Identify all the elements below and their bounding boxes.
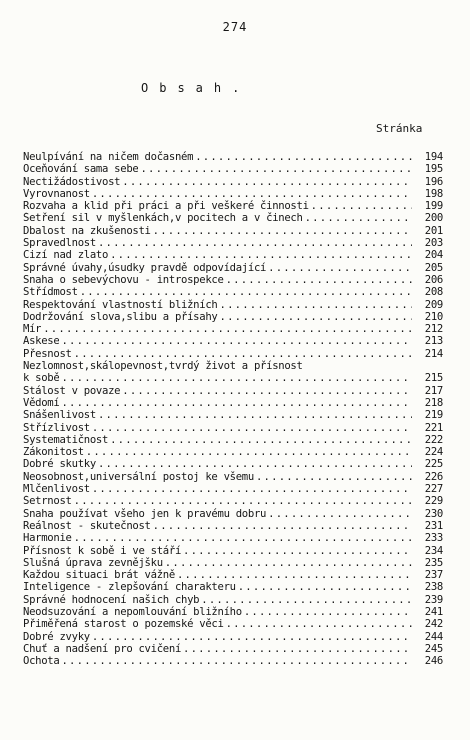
- toc-entry-label: Rozvaha a klid při práci a při veškeré činnosti: [23, 200, 309, 213]
- toc-entry-label: Šetrnost: [23, 495, 72, 508]
- toc-entry-page: 204: [424, 249, 443, 262]
- toc-entry-label: Cizí nad zlato: [23, 249, 109, 262]
- dot-leader: [122, 176, 412, 188]
- dot-leader: [226, 618, 412, 630]
- toc-entry-page: 219: [424, 409, 443, 422]
- toc-entry-page: 231: [424, 519, 443, 532]
- dot-leader: [43, 323, 412, 335]
- dot-leader: [92, 422, 412, 434]
- toc-entry-page: 229: [424, 495, 443, 508]
- toc-entry-page: 205: [424, 261, 443, 274]
- toc-entry-page: 201: [424, 224, 443, 237]
- toc-entry-page: 206: [424, 273, 443, 286]
- toc-entry-page: 233: [424, 532, 443, 545]
- page-column-header: Stránka: [376, 122, 423, 135]
- toc-entry-label: Správné hodnocení našich chyb: [23, 593, 200, 606]
- toc-entry-label: Neosobnost,universální postoj ke všemu: [23, 470, 254, 483]
- dot-leader: [165, 557, 412, 569]
- toc-entry: [23, 212, 443, 224]
- toc-entry-page: 199: [424, 200, 443, 213]
- toc-entry-label: Ochota: [23, 655, 60, 668]
- toc-entry: [23, 311, 443, 323]
- toc-entry-page: 225: [424, 458, 443, 471]
- toc-entry-label: Spravedlnost: [23, 237, 96, 250]
- dot-leader: [220, 311, 413, 323]
- dot-leader: [183, 545, 412, 557]
- toc-entry-label: Mír: [23, 323, 42, 336]
- toc-entry-label: Inteligence - zlepšování charakteru: [23, 581, 236, 594]
- toc-entry-page: 221: [424, 421, 443, 434]
- dot-leader: [74, 532, 412, 544]
- toc-entry: [23, 471, 443, 483]
- dot-leader: [268, 262, 412, 274]
- dot-leader: [244, 606, 412, 618]
- toc-entry-page: 246: [424, 655, 443, 668]
- toc-entry: [23, 274, 443, 286]
- dot-leader: [110, 434, 412, 446]
- page-title: Obsah.: [141, 81, 251, 95]
- toc-entry-label: Správné úvahy,úsudky pravdě odpovídající: [23, 261, 267, 274]
- toc-entry-label: k sobě: [23, 372, 60, 385]
- table-of-contents: [23, 151, 443, 667]
- dot-leader: [122, 385, 412, 397]
- toc-entry-page: 226: [424, 470, 443, 483]
- toc-entry-label: Snášenlivost: [23, 409, 96, 422]
- toc-entry: [23, 360, 443, 385]
- toc-entry: [23, 581, 443, 593]
- toc-entry-page: 241: [424, 605, 443, 618]
- dot-leader: [183, 643, 412, 655]
- toc-entry-label: Přesnost: [23, 347, 72, 360]
- toc-entry: [23, 594, 443, 606]
- toc-entry: [23, 495, 443, 507]
- toc-entry: [23, 557, 443, 569]
- toc-entry-label: Chuť a nadšení pro cvičení: [23, 642, 182, 655]
- dot-leader: [98, 237, 412, 249]
- toc-entry-page: 203: [424, 237, 443, 250]
- toc-entry: [23, 508, 443, 520]
- toc-entry: [23, 200, 443, 212]
- toc-entry-page: 238: [424, 581, 443, 594]
- toc-entry-page: 235: [424, 556, 443, 569]
- toc-entry-page: 230: [424, 507, 443, 520]
- dot-leader: [177, 569, 412, 581]
- toc-entry: [23, 323, 443, 335]
- toc-entry-label: Snaha používat všeho jen k pravému dobru: [23, 507, 267, 520]
- toc-entry-page: 242: [424, 618, 443, 631]
- dot-leader: [226, 274, 412, 286]
- dot-leader: [98, 458, 412, 470]
- toc-entry: [23, 618, 443, 630]
- toc-entry-page: 214: [424, 347, 443, 360]
- toc-entry-label: Nezlomnost,skálopevnost,tvrdý život a přísnost: [23, 360, 303, 373]
- toc-entry: [23, 483, 443, 495]
- toc-entry-page: 200: [424, 212, 443, 225]
- toc-entry-label: Harmonie: [23, 532, 72, 545]
- toc-entry: [23, 606, 443, 618]
- dot-leader: [80, 286, 412, 298]
- dot-leader: [305, 212, 412, 224]
- toc-entry: [23, 385, 443, 397]
- dot-leader: [268, 508, 412, 520]
- toc-entry-page: 227: [424, 483, 443, 496]
- dot-leader: [98, 409, 412, 421]
- toc-entry: [23, 335, 443, 347]
- toc-entry: [23, 163, 443, 175]
- toc-entry-label: Přiměřená starost o pozemské věci: [23, 618, 224, 631]
- toc-entry: [23, 299, 443, 311]
- toc-entry-label: Šetření sil v myšlenkách,v pocitech a v činech: [23, 212, 303, 225]
- toc-entry-label: Přísnost k sobě i ve stáří: [23, 544, 182, 557]
- dot-leader: [311, 200, 412, 212]
- toc-entry-label: Vyrovnanost: [23, 187, 90, 200]
- toc-entry-label: Dobré zvyky: [23, 630, 90, 643]
- toc-entry: [23, 286, 443, 298]
- toc-entry-label: Střízlivost: [23, 421, 90, 434]
- toc-entry-label: Reálnost - skutečnost: [23, 519, 151, 532]
- dot-leader: [195, 151, 412, 163]
- toc-entry: [23, 458, 443, 470]
- toc-entry: [23, 249, 443, 261]
- toc-entry-label: Slušná úprava zevnějšku: [23, 556, 163, 569]
- toc-entry-label: Respektování vlastností bližních: [23, 298, 218, 311]
- toc-entry-page: 218: [424, 396, 443, 409]
- toc-entry-page: 213: [424, 335, 443, 348]
- toc-entry-label: Oceňování sama sebe: [23, 163, 139, 176]
- toc-entry: [23, 520, 443, 532]
- page-number: 274: [222, 20, 248, 34]
- dot-leader: [153, 225, 412, 237]
- toc-entry-label: Nectižádostivost: [23, 175, 121, 188]
- toc-entry-page: 215: [424, 372, 443, 385]
- dot-leader: [153, 520, 412, 532]
- toc-entry: [23, 237, 443, 249]
- toc-entry: [23, 434, 443, 446]
- toc-entry: [23, 643, 443, 655]
- toc-entry: [23, 151, 443, 163]
- toc-entry-label: Askese: [23, 335, 60, 348]
- dot-leader: [238, 581, 412, 593]
- toc-entry: [23, 545, 443, 557]
- toc-entry-page: 194: [424, 151, 443, 163]
- toc-entry: [23, 569, 443, 581]
- toc-entry-label: Snaha o sebevýchovu - introspekce: [23, 273, 224, 286]
- dot-leader: [256, 471, 412, 483]
- toc-entry-page: 237: [424, 569, 443, 582]
- dot-leader: [140, 163, 412, 175]
- toc-entry: [23, 262, 443, 274]
- toc-entry-label: Systematičnost: [23, 433, 109, 446]
- toc-entry-page: 245: [424, 642, 443, 655]
- toc-entry-label: Dodržování slova,slibu a přísahy: [23, 310, 218, 323]
- dot-leader: [201, 594, 412, 606]
- toc-entry-page: 209: [424, 298, 443, 311]
- dot-leader: [92, 188, 412, 200]
- toc-entry-label: Zákonitost: [23, 446, 84, 459]
- toc-entry: [23, 446, 443, 458]
- toc-entry-label: Dbalost na zkušenosti: [23, 224, 151, 237]
- toc-entry-page: 217: [424, 384, 443, 397]
- dot-leader: [61, 372, 412, 384]
- toc-entry-page: 234: [424, 544, 443, 557]
- toc-entry-page: 208: [424, 286, 443, 299]
- toc-entry: [23, 409, 443, 421]
- dot-leader: [61, 397, 412, 409]
- toc-entry-page: 198: [424, 187, 443, 200]
- toc-entry: [23, 188, 443, 200]
- toc-entry: [23, 532, 443, 544]
- toc-entry-label: Každou situaci brát vážně: [23, 569, 175, 582]
- dot-leader: [220, 299, 413, 311]
- toc-entry-label: Dobré skutky: [23, 458, 96, 471]
- toc-entry-page: 210: [424, 310, 443, 323]
- dot-leader: [86, 446, 412, 458]
- dot-leader: [110, 249, 412, 261]
- toc-entry-page: 239: [424, 593, 443, 606]
- toc-entry-label: Neulpívání na ničem dočasném: [23, 151, 194, 163]
- toc-entry-page: 196: [424, 175, 443, 188]
- dot-leader: [92, 483, 412, 495]
- toc-entry-continuation: [23, 372, 443, 384]
- toc-entry-page: 244: [424, 630, 443, 643]
- toc-entry-page: 212: [424, 323, 443, 336]
- dot-leader: [61, 655, 412, 667]
- toc-entry: [23, 422, 443, 434]
- toc-entry-label: Vědomí: [23, 396, 60, 409]
- toc-entry-label: Mlčenlivost: [23, 483, 90, 496]
- toc-entry: [23, 631, 443, 643]
- toc-entry-page: 222: [424, 433, 443, 446]
- toc-entry-page: 195: [424, 163, 443, 176]
- toc-entry-label: Neodsuzování a nepomlouvání bližního: [23, 605, 242, 618]
- dot-leader: [74, 495, 412, 507]
- toc-entry: [23, 397, 443, 409]
- dot-leader: [74, 348, 412, 360]
- dot-leader: [61, 335, 412, 347]
- dot-leader: [92, 631, 412, 643]
- toc-entry: [23, 655, 443, 667]
- toc-entry-page: 224: [424, 446, 443, 459]
- toc-entry-label: Střídmost: [23, 286, 78, 299]
- toc-entry-label: Stálost v povaze: [23, 384, 121, 397]
- toc-entry: [23, 176, 443, 188]
- toc-entry: [23, 225, 443, 237]
- toc-entry: [23, 348, 443, 360]
